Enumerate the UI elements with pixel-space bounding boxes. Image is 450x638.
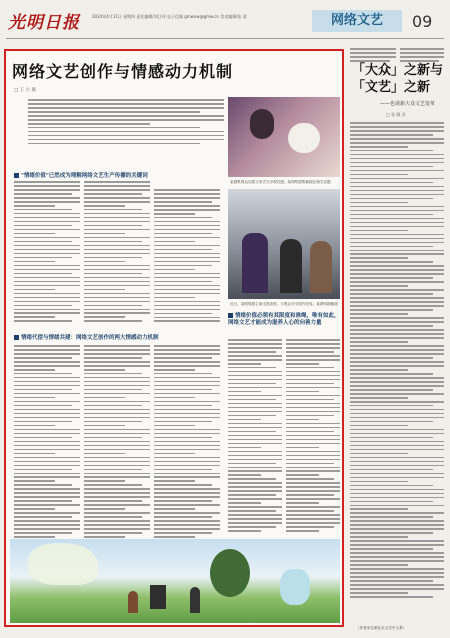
campus-event-photo: [228, 189, 340, 299]
right-top-text-a: [350, 48, 396, 64]
body-column-2a: [14, 345, 80, 540]
heading-marker-icon-2: [14, 335, 19, 340]
body-column-2c: [154, 345, 220, 540]
right-body-text: [350, 122, 444, 600]
section-heading-3: 情绪价值必须有其限度和准绳，唯有如此，网络文艺才能成为滋养人心的向善力量: [228, 313, 340, 326]
body-column-2b: [84, 345, 150, 540]
body-column-3a: [228, 339, 282, 534]
section-heading-2: 情绪代偿与情绪共建：网络文艺创作的两大情感动力机制: [14, 333, 159, 341]
body-column-3b: [286, 339, 340, 534]
article-title: 网络文艺创作与情感动力机制: [12, 62, 234, 81]
body-column-1c: [154, 189, 220, 324]
body-column-1b: [84, 181, 150, 324]
photo-caption-2: 近日，某网络剧主演走进高校，与观众分享创作经验。某网络剧截图: [230, 302, 338, 306]
header-rule: [6, 38, 444, 39]
masthead: [0, 0, 450, 40]
music-festival-photo: [10, 539, 340, 623]
heading-marker-icon-3: [228, 313, 233, 318]
section-label: 网络文艺: [312, 10, 402, 32]
date-line: 2024年4月11日 星期四 责任编辑/刘江伟 电子信箱 gmwxw@gmw.cn 美术编辑/张 晨: [92, 14, 247, 19]
right-article-byline: □ 张 颐 武: [386, 112, 406, 117]
right-article-title: 「大众」之新与「文艺」之新: [352, 63, 444, 95]
newspaper-logo: 光明日报: [8, 13, 80, 33]
highlighted-article[interactable]: [4, 49, 344, 627]
page-number: 09: [412, 12, 433, 31]
body-column-1a: [14, 181, 80, 324]
section-heading-1: "情绪价值"已然成为理解网络文艺生产传播的关键词: [14, 171, 148, 179]
drama-still-photo: [228, 97, 340, 177]
photo-caption-1: 某剧集观众以图文形式分享观后感。某网络剧集截图及相关话题: [230, 180, 331, 184]
intro-paragraph: [28, 99, 224, 147]
right-top-text-b: [400, 48, 444, 64]
right-article-footnote: （作者单位系北京大学中文系）: [356, 626, 407, 630]
right-article-subtitle: ——也谈新大众文艺变革: [380, 101, 436, 107]
article-byline: □ 王 小 康: [14, 88, 37, 93]
heading-marker-icon: [14, 173, 19, 178]
